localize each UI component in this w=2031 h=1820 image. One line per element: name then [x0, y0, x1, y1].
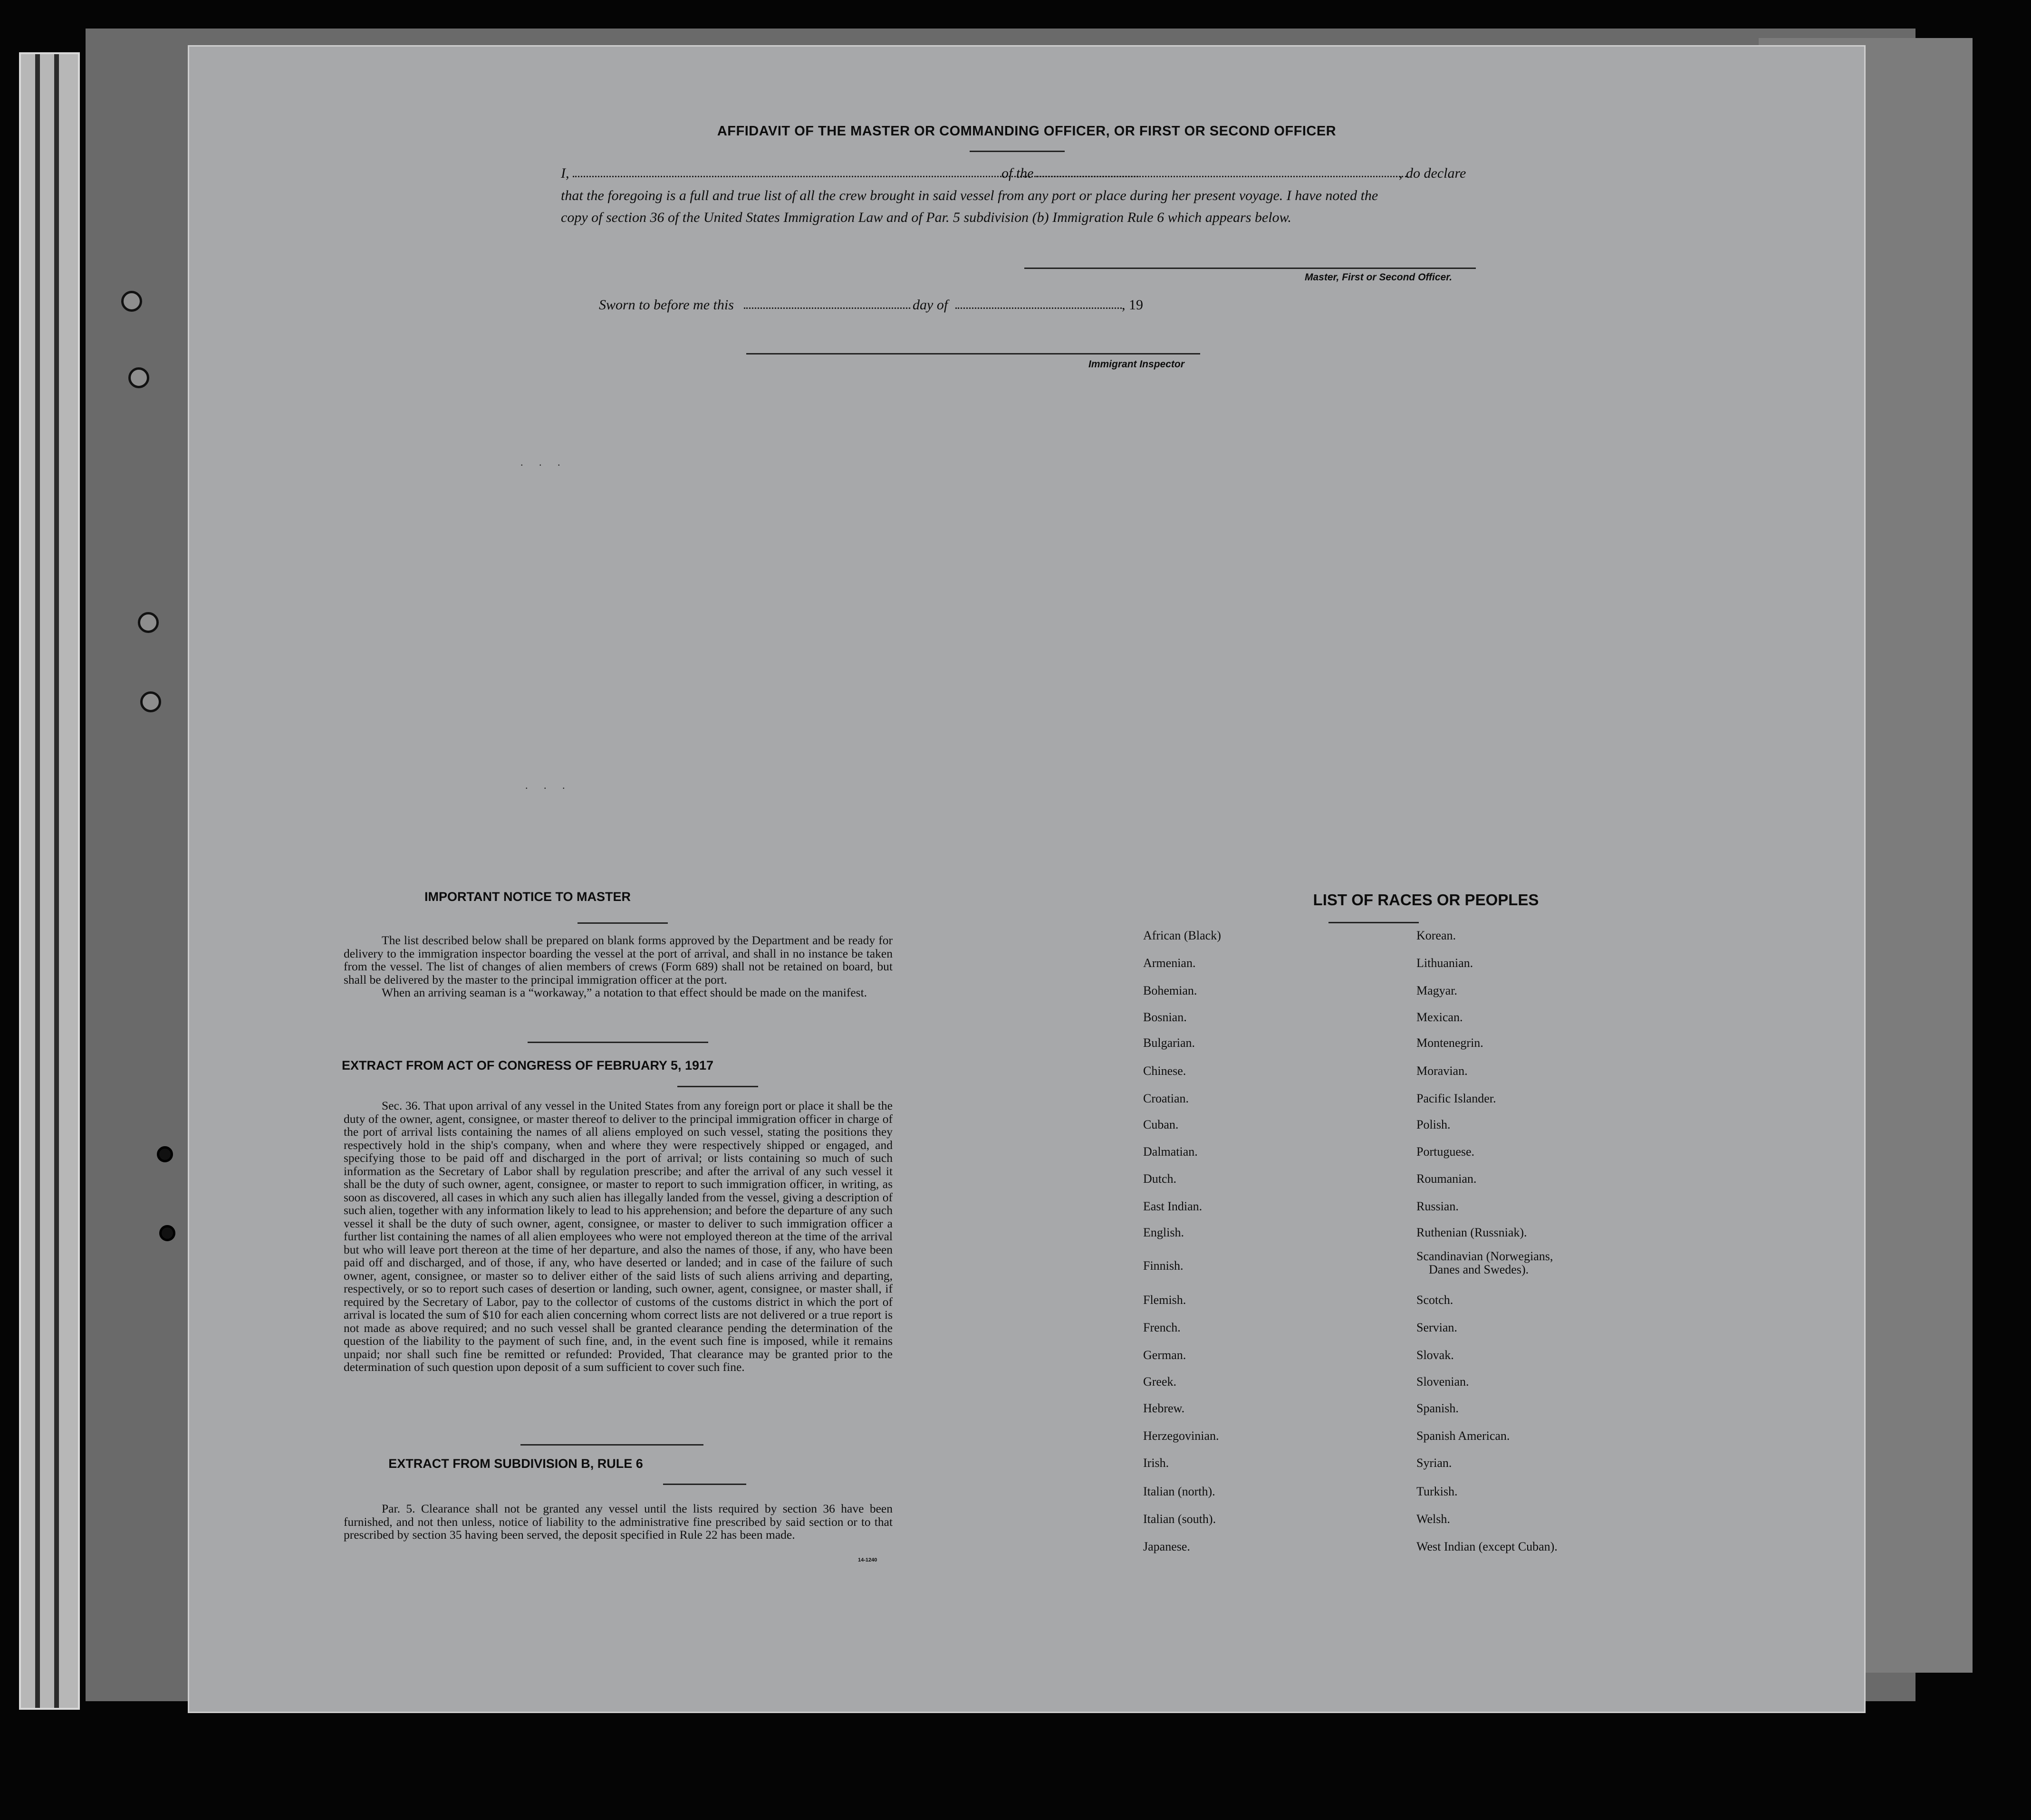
- affidavit-line1-mid: of the: [1001, 165, 1034, 181]
- race-label: Portuguese.: [1416, 1145, 1475, 1159]
- race-item-right-8: [1416, 1118, 1451, 1131]
- race-label: Cuban.: [1143, 1118, 1179, 1131]
- sworn-month-blank[interactable]: [955, 307, 1122, 309]
- notice-body: [344, 934, 893, 999]
- divider: [528, 1042, 708, 1043]
- stray-marks: . . .: [525, 779, 572, 791]
- race-item-left-15: [1143, 1321, 1181, 1334]
- race-label: Greek.: [1143, 1375, 1177, 1389]
- race-item-right-18: [1416, 1402, 1459, 1415]
- race-item-right-19: [1416, 1429, 1510, 1443]
- race-item-left-19: [1143, 1429, 1219, 1443]
- race-label: French.: [1143, 1321, 1181, 1334]
- race-item-left-13: [1143, 1259, 1184, 1273]
- race-label: African (Black): [1143, 929, 1221, 942]
- race-label: Roumanian.: [1416, 1172, 1477, 1186]
- notice-paragraph-2: When an arriving seaman is a “workaway,” a notation to that effect should be made on the manifest.: [382, 986, 867, 999]
- sworn-end: , 19: [1122, 297, 1143, 313]
- race-item-left-23: [1143, 1540, 1190, 1553]
- punch-hole: [128, 367, 149, 388]
- race-label: Spanish.: [1416, 1401, 1459, 1415]
- race-item-left-2: [1143, 957, 1195, 970]
- inspector-signature-line[interactable]: [746, 353, 1200, 354]
- race-item-right-5: [1416, 1036, 1483, 1050]
- rule-paragraph-5: Par. 5. Clearance shall not be granted any vessel until the lists required by section 36 have been furnished, and not then unless, notice of liability to the administrative fine prescribed by said section or to that prescribed by section 35 having been served, the deposit specified in Rule 22 has been made.: [344, 1502, 893, 1542]
- rule-heading: EXTRACT FROM SUBDIVISION B, RULE 6: [388, 1456, 643, 1471]
- sworn-start: Sworn to before me this: [599, 297, 734, 313]
- race-item-left-8: [1143, 1118, 1178, 1131]
- race-label: Mexican.: [1416, 1010, 1463, 1024]
- stray-marks: . . .: [520, 456, 567, 468]
- race-item-left-10: [1143, 1172, 1176, 1186]
- race-item-left-17: [1143, 1375, 1176, 1389]
- punch-hole: [157, 1146, 173, 1162]
- race-label: Polish.: [1416, 1118, 1451, 1131]
- race-label: Scotch.: [1416, 1293, 1453, 1307]
- race-label: Spanish American.: [1416, 1429, 1510, 1443]
- act-heading: EXTRACT FROM ACT OF CONGRESS OF FEBRUARY 5, 1917: [341, 1058, 714, 1073]
- race-label: Dalmatian.: [1143, 1145, 1198, 1159]
- punch-hole: [159, 1225, 175, 1241]
- divider: [970, 151, 1065, 152]
- race-item-left-3: [1143, 984, 1197, 997]
- binder-stripe: [54, 54, 59, 1708]
- race-label: Italian (south).: [1143, 1512, 1216, 1526]
- race-item-right-22: [1416, 1513, 1450, 1526]
- race-label: Turkish.: [1416, 1485, 1458, 1498]
- race-label: East Indian.: [1143, 1199, 1203, 1213]
- race-item-left-7: [1143, 1092, 1189, 1105]
- form-number: 14-1240: [858, 1557, 877, 1563]
- race-label: Herzegovinian.: [1143, 1429, 1219, 1443]
- race-label: Montenegrin.: [1416, 1036, 1483, 1050]
- race-label: Bulgarian.: [1143, 1036, 1195, 1050]
- race-label: Magyar.: [1416, 984, 1457, 997]
- race-item-left-18: [1143, 1402, 1184, 1415]
- binder-stripe: [35, 54, 40, 1708]
- race-label: English.: [1143, 1226, 1184, 1239]
- sworn-mid: day of: [913, 297, 948, 313]
- race-label: Syrian.: [1416, 1456, 1452, 1470]
- rule-body: [344, 1502, 893, 1542]
- affidavit-line2: that the foregoing is a full and true list of all the crew brought in said vessel from any port or place during her present voyage. I have noted the: [561, 188, 1378, 203]
- race-label: German.: [1143, 1348, 1186, 1362]
- race-label: Irish.: [1143, 1456, 1169, 1470]
- race-label: Dutch.: [1143, 1172, 1177, 1186]
- race-item-right-6: [1416, 1064, 1468, 1078]
- race-label: Korean.: [1416, 929, 1456, 942]
- race-label-continuation: Danes and Swedes).: [1429, 1263, 1529, 1276]
- race-label: Pacific Islander.: [1416, 1092, 1496, 1105]
- race-label: Servian.: [1416, 1321, 1457, 1334]
- vessel-blank[interactable]: [1036, 176, 1407, 177]
- punch-hole: [140, 691, 161, 712]
- race-item-right-11: [1416, 1200, 1459, 1213]
- race-label: Slovenian.: [1416, 1375, 1469, 1389]
- affidavit-title: AFFIDAVIT OF THE MASTER OR COMMANDING OFFICER, OR FIRST OR SECOND OFFICER: [717, 124, 1337, 139]
- race-item-right-20: [1416, 1456, 1452, 1470]
- race-item-left-21: [1143, 1485, 1215, 1498]
- race-label: West Indian (except Cuban).: [1416, 1540, 1558, 1553]
- binder-spine: [19, 52, 80, 1710]
- race-item-right-12: [1416, 1226, 1527, 1239]
- act-body: [344, 1099, 893, 1374]
- race-item-right-7: [1416, 1092, 1496, 1105]
- race-label: Japanese.: [1143, 1540, 1190, 1553]
- race-item-right-3: [1416, 984, 1457, 997]
- race-item-left-16: [1143, 1349, 1186, 1362]
- notice-heading: IMPORTANT NOTICE TO MASTER: [424, 890, 631, 904]
- race-item-right-17: [1416, 1375, 1469, 1389]
- race-label: Croatian.: [1143, 1092, 1189, 1105]
- race-label: Welsh.: [1416, 1512, 1450, 1526]
- race-item-left-1: [1143, 929, 1221, 942]
- race-item-left-20: [1143, 1456, 1169, 1470]
- race-item-left-12: [1143, 1226, 1184, 1239]
- form-page: [188, 45, 1866, 1713]
- act-section-36: Sec. 36. That upon arrival of any vessel in the United States from any foreign port or place it shall be the duty of the owner, agent, consignee, or master thereof to deliver to the principal immigration officer in charge of the port of arrival lists containing the names of all aliens employed on such vessel, stating the positions they respectively hold in the ship's company, when and where they were respectively shipped or engaged, and specifying those to be paid off and discharged in the port of arrival; or lists containing so much of such information as the Secretary of Labor shall by regulation prescribe; and after the arrival of any such vessel it shall be the duty of such owner, agent, consignee, or master to report to such immigration officer, in writing, as soon as discovered, all cases in which any such alien has illegally landed from the vessel, giving a description of such alien, together with any information likely to lead to his apprehension; and before the departure of any such vessel it shall be the duty of such owner, agent, consignee, or master to deliver to such immigration officer a further list containing the names of all alien employees who were not employed thereon at the time of the arrival but who will leave port thereon at the time of her departure, and also the names of those, if any, who have been paid off and discharged, and of those, if any, who have deserted or landed; and in case of the failure of such owner, agent, consignee, or master so to deliver either of the said lists of such aliens arriving and departing, respectively, or so to report such cases of desertion or landing, such owner, agent, consignee, or master shall, if required by the Secretary of Labor, pay to the collector of customs of the customs district in which the port of arrival is located the sum of $10 for each alien concerning whom correct lists are not delivered or a true report is not made as above required; and no such vessel shall be granted clearance pending the determination of the question of the liability to the payment of such fine, and, in the event such fine is imposed, while it remains unpaid; nor shall such fine be remitted or refunded: Provided, That clearance may be granted prior to the determination of such question upon deposit of a sum sufficient to cover such fine.: [344, 1099, 893, 1374]
- race-item-left-6: [1143, 1064, 1186, 1078]
- race-label: Slovak.: [1416, 1348, 1454, 1362]
- race-label: Italian (north).: [1143, 1485, 1215, 1498]
- divider: [663, 1484, 746, 1485]
- affidavit-line1-end: , do declare: [1399, 165, 1466, 181]
- race-label: Bosnian.: [1143, 1010, 1187, 1024]
- race-item-right-15: [1416, 1321, 1457, 1334]
- race-item-left-5: [1143, 1036, 1195, 1050]
- race-label: Chinese.: [1143, 1064, 1186, 1078]
- divider: [677, 1086, 758, 1087]
- race-item-right-21: [1416, 1485, 1457, 1498]
- race-label: Flemish.: [1143, 1293, 1186, 1307]
- punch-hole: [138, 612, 159, 633]
- race-item-left-22: [1143, 1513, 1216, 1526]
- master-caption: Master, First or Second Officer.: [1305, 272, 1453, 283]
- race-label: Lithuanian.: [1416, 956, 1473, 970]
- race-label: Russian.: [1416, 1199, 1459, 1213]
- race-item-right-10: [1416, 1172, 1476, 1186]
- race-label: Hebrew.: [1143, 1401, 1185, 1415]
- race-item-right-13: [1416, 1250, 1553, 1276]
- race-label: Finnish.: [1143, 1259, 1184, 1273]
- affidavit-line1-start: I,: [561, 165, 569, 181]
- race-item-right-1: [1416, 929, 1456, 942]
- race-label: Armenian.: [1143, 956, 1196, 970]
- race-item-left-14: [1143, 1293, 1186, 1307]
- master-signature-line[interactable]: [1024, 268, 1476, 269]
- inspector-caption: Immigrant Inspector: [1088, 359, 1184, 370]
- race-item-left-9: [1143, 1145, 1198, 1159]
- race-item-left-4: [1143, 1011, 1187, 1024]
- races-title: LIST OF RACES OR PEOPLES: [1313, 891, 1539, 909]
- divider: [520, 1444, 703, 1446]
- sworn-day-blank[interactable]: [744, 307, 910, 309]
- race-item-right-2: [1416, 957, 1473, 970]
- race-label: Moravian.: [1416, 1064, 1468, 1078]
- punch-hole: [121, 291, 142, 312]
- race-item-left-11: [1143, 1200, 1202, 1213]
- race-item-right-9: [1416, 1145, 1474, 1159]
- divider: [578, 922, 668, 924]
- race-label: Scandinavian (Norwegians,: [1416, 1249, 1553, 1263]
- race-item-right-14: [1416, 1293, 1453, 1307]
- race-label: Bohemian.: [1143, 984, 1197, 997]
- race-item-right-23: [1416, 1540, 1558, 1553]
- divider: [1328, 922, 1419, 923]
- affidavit-line3: copy of section 36 of the United States Immigration Law and of Par. 5 subdivision (b) Immigration Rule 6 which appears below.: [561, 210, 1291, 225]
- race-item-right-16: [1416, 1349, 1454, 1362]
- race-item-right-4: [1416, 1011, 1463, 1024]
- notice-paragraph-1: The list described below shall be prepared on blank forms approved by the Department and be ready for delivery to the immigration inspector boarding the vessel at the port of arrival, and shall in no instance be taken from the vessel. The list of changes of alien members of crews (Form 689) shall not be retained on board, but shall be delivered by the master to the principal immigration officer at the port.: [344, 933, 893, 987]
- race-label: Ruthenian (Russniak).: [1416, 1226, 1527, 1239]
